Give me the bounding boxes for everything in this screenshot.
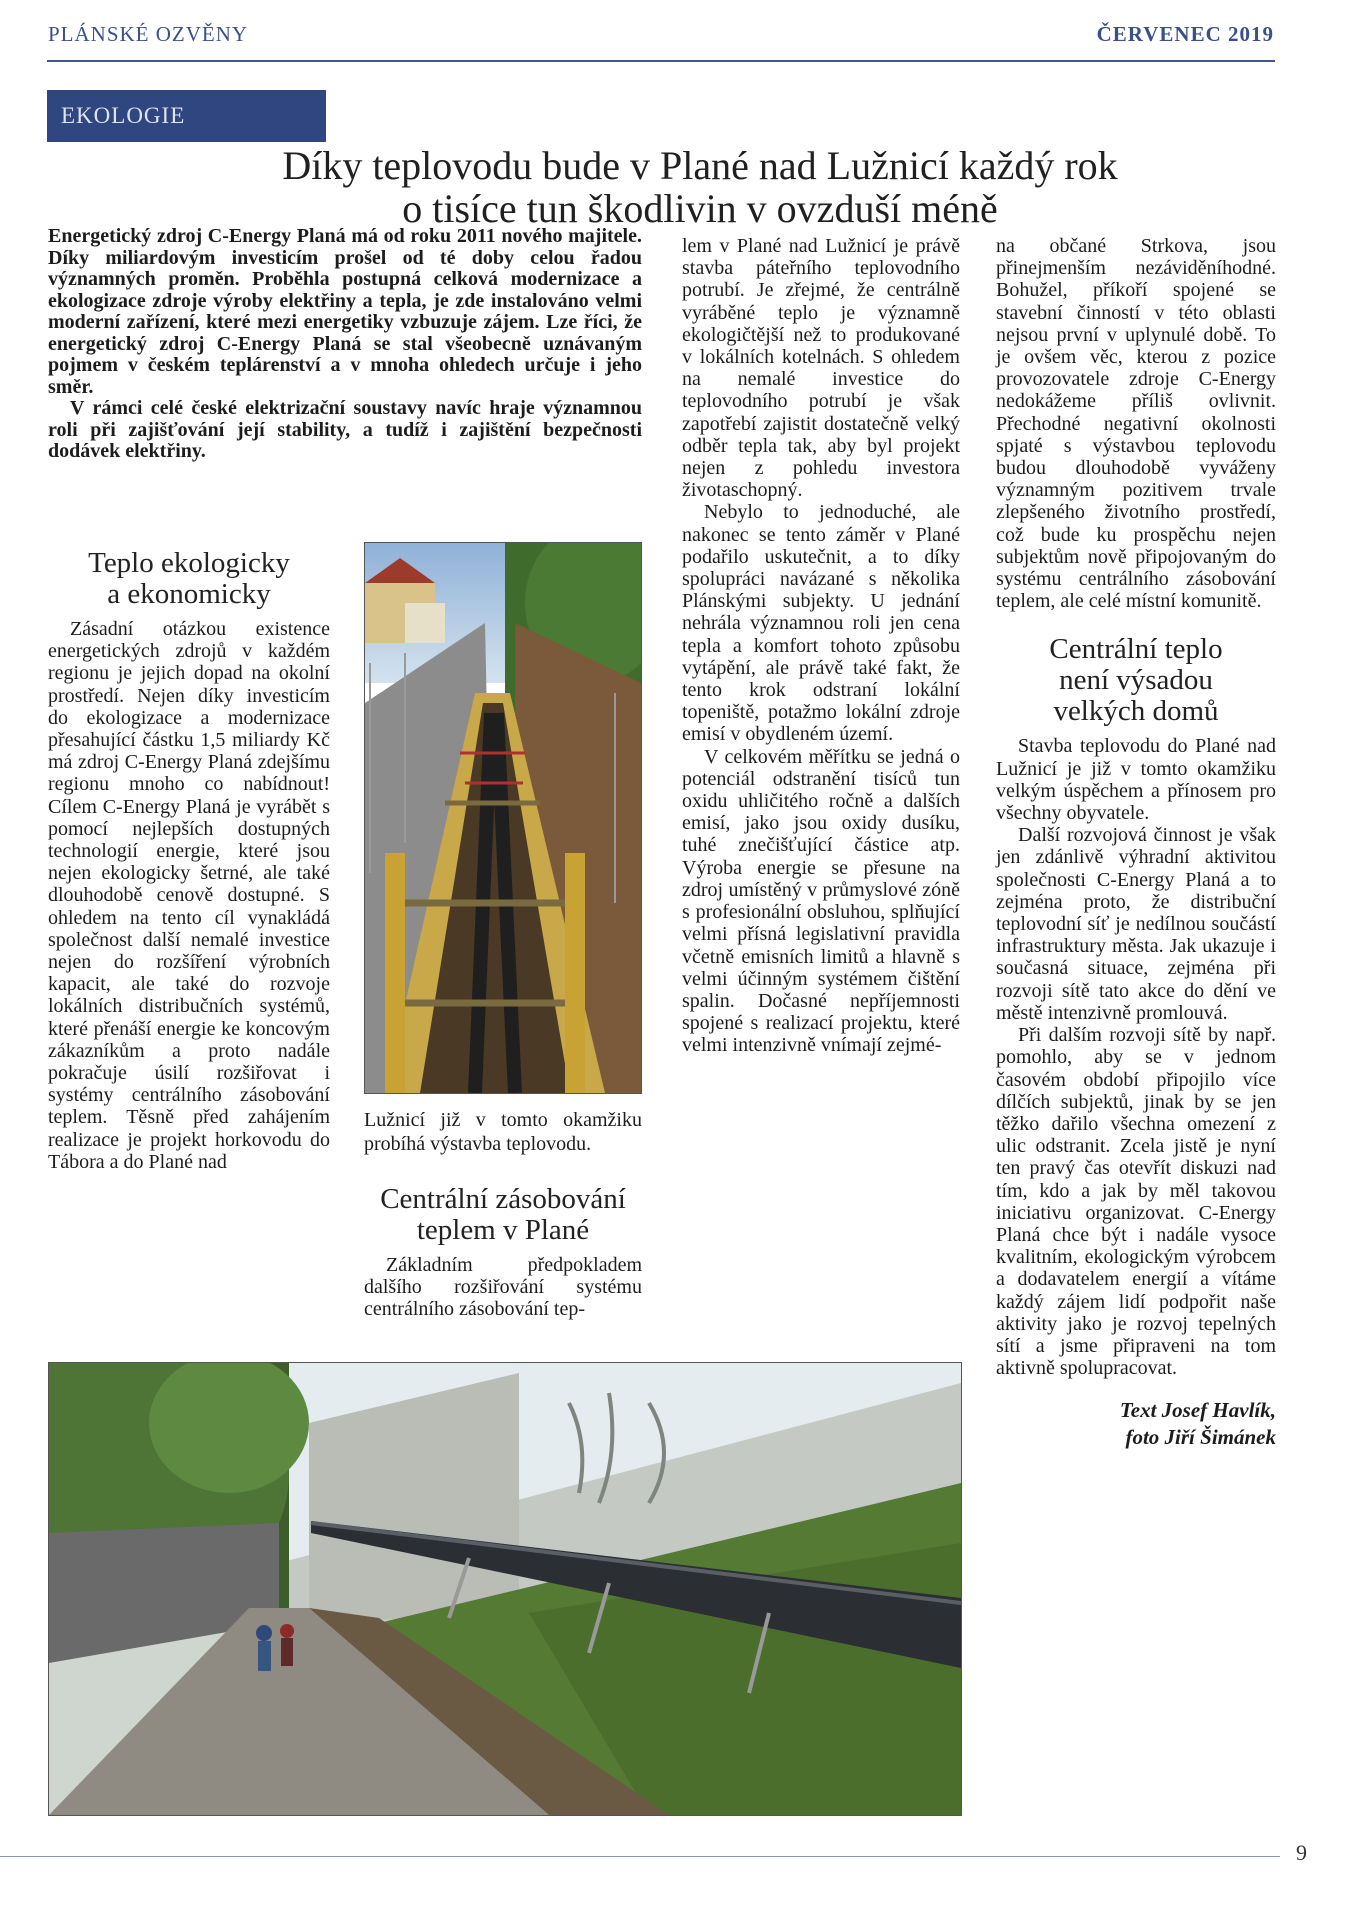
heading-line: a ekonomicky [107, 578, 271, 610]
header-rule [47, 60, 1275, 62]
pipeline-photo [48, 1362, 962, 1816]
pipeline-image [49, 1363, 961, 1815]
trench-photo [364, 542, 642, 1094]
column-1 [48, 544, 330, 1173]
heading-line: Teplo ekologicky [88, 547, 290, 579]
headline-line-1: Díky teplovodu bude v Plané nad Lužnicí každý rok [282, 143, 1118, 188]
body-text: Základním předpokladem dalšího rozšiřování systému centrálního zásobování tep- [364, 1254, 642, 1321]
heading-line: není výsadou [1059, 664, 1213, 697]
footer-rule [0, 1856, 1280, 1857]
heading-line: Centrální teplo [1049, 633, 1223, 666]
author-credits [996, 1397, 1276, 1451]
credit-text: Text Josef Havlík, [1119, 1398, 1276, 1423]
lead-paragraph [48, 226, 642, 463]
photo-caption: Lužnicí již v tomto okamžiku probíhá výstavba teplovodu. [364, 1109, 642, 1155]
trench-image [365, 543, 641, 1093]
body-text: Zásadní otázkou existence energetických zdrojů v každém regionu je jejich dopad na okolní prostředí. Nejen díky investicím do ekologizace a modernizace přesahující částku 1,5 miliardy Kč má zdroj C-Energy Planá zdejšímu regionu mnoho co nabídnout! Cílem C-Energy Planá je vyrábět s pomocí nejlepších dostupných technologií energie, které jsou nejen ekologicky šetrné, ale také dlouhodobě cenově dostupné. S ohledem na tento cíl vynakládá společnost další nemalé investice nejen do rozšíření výrobních kapacit, ale také do rozvoje lokálních distribučních systémů, které přenáší energie ke koncovým zákazníkům a proto nadále pokračuje úsilí rozšiřovat i systémy centrálního zásobování teplem. Těsně před zahájením realizace je projekt horkovodu do Tábora a do Plané nad [48, 618, 330, 1173]
section-heading-teplo [48, 548, 330, 610]
heading-line: teplem v Plané [416, 1214, 590, 1246]
body-text: Stavba teplovodu do Plané nad Lužnicí je již v tomto okamžiku velkým úspěchem a přínosem pro všechny obyvatele. [996, 735, 1276, 825]
body-text: Další rozvojová činnost je však jen zdánlivě výhradní aktivitou společnosti C-Energy Planá a to zejména proto, že distribuční teplovodní síť je nedílnou součástí infrastruktury města. Jak ukazuje i současná situace, zejména při rozvoji sítě tato akce do dění ve městě intenzivně promlouvá. [996, 824, 1276, 1024]
article-headline [120, 144, 1280, 230]
body-text: V celkovém měřítku se jedná o potenciál odstranění tisíců tun oxidu uhličitého ročně a dalších emisí, jako jsou oxidy dusíku, tuhé znečišťující částice atp. Výroba energie se přesune na zdroj umístěný v průmyslové zóně s profesionální obsluhou, splňující velmi přísná legislativní pravidla včetně emisních limitů a hlavně s velmi účinným systémem čištění spalin. Dočasné nepříjemnosti spojené s realizací projektu, které velmi intenzivně vnímají zejmé- [682, 745, 960, 1057]
lead-text-2: V rámci celé české elektrizační soustavy navíc hraje významnou roli při zajišťování její stability, a tudíž i zajištění bezpečnosti dodávek elektřiny. [48, 397, 642, 462]
headline-line-2: o tisíce tun škodlivin v ovzduší méně [402, 186, 998, 231]
heading-line: velkých domů [1053, 695, 1219, 728]
column-3 [682, 235, 960, 1057]
issue-date: ČERVENEC 2019 [1096, 22, 1274, 46]
section-tag: EKOLOGIE [47, 90, 326, 142]
section-heading-centralni [364, 1184, 642, 1246]
lead-text-1: Energetický zdroj C-Energy Planá má od roku 2011 nového majitele. Díky miliardovým investicím prošel od té doby celou řadou významných proměn. Proběhla postupná celková modernizace a ekologizace zdroje výroby elektřiny a tepla, je zde instalováno velmi moderní zařízení, které mezi energetiky vzbuzuje zájem. Lze říci, že energetický zdroj C-Energy Planá se stal všeobecně uznávaným pojmem v českém teplárenství a v mnoha ohledech určuje i jeho směr. [48, 225, 642, 398]
body-text: na občané Strkova, jsou přinejmenším nezáviděníhodné. Bohužel, příkoří spojené se stavební činností v této oblasti nejsou první v uplynulé době. To je ovšem věc, kterou z pozice provozovatele zdroje C-Energy nedokážeme příliš ovlivnit. Přechodné negativní okolnosti spjaté s výstavbou teplovodu budou dlouhodobě vyváženy významným pozitivem trvale zlepšeného životního prostředí, což bude ku prospěchu nejen subjektům nově připojovaným do systému centrálního zásobování teplem, ale celé místní komunitě. [996, 235, 1276, 613]
page-number: 9 [1296, 1840, 1307, 1865]
heading-line: Centrální zásobování [380, 1183, 626, 1215]
body-text: lem v Plané nad Lužnicí je právě stavba páteřního teplovodního potrubí. Je zřejmé, že centrálně vyráběné teplo je významně ekologičtější než to produkované v lokálních kotelnách. S ohledem na nemalé investice do teplovodního potrubí je však zapotřebí zajistit dostatečně velký odběr tepla tak, aby byl projekt nejen z pohledu investora životaschopný. [682, 235, 960, 502]
magazine-title: PLÁNSKÉ OZVĚNY [48, 22, 249, 46]
section-heading-vysada [996, 634, 1276, 727]
credit-photo: foto Jiří Šimánek [1125, 1425, 1276, 1450]
photo-caption-column [364, 1108, 642, 1321]
body-text: Nebylo to jednoduché, ale nakonec se tento záměr v Plané podařilo uskutečnit, a to díky spolupráci navázané s několika Plánskými subjekty. U jednání nehrála významnou roli jen cena tepla a komfort tohoto způsobu vytápění, ale právě také fakt, že tento krok odstraní lokální topeniště, potažmo lokální zdroje emisí v obydleném území. [682, 501, 960, 746]
column-4 [996, 235, 1276, 1451]
body-text: Při dalším rozvoji sítě by např. pomohlo, aby se v jednom časovém období připojilo více dílčích subjektů, jinak by se jen těžko dařilo všechna omezení z ulic odstranit. Zcela jistě je nyní ten pravý čas otevřít diskuzi nad tím, kdo a jak by měl takovou iniciativu organizovat. C-Energy Planá chce být i nadále vysoce kvalitním, ekologickým výrobcem a dodavatelem energií a vítáme každý zájem lidí podpořit naše aktivity jako je rozvoj tepelných sítí a jsme připraveni na tom aktivně spolupracovat. [996, 1024, 1276, 1380]
